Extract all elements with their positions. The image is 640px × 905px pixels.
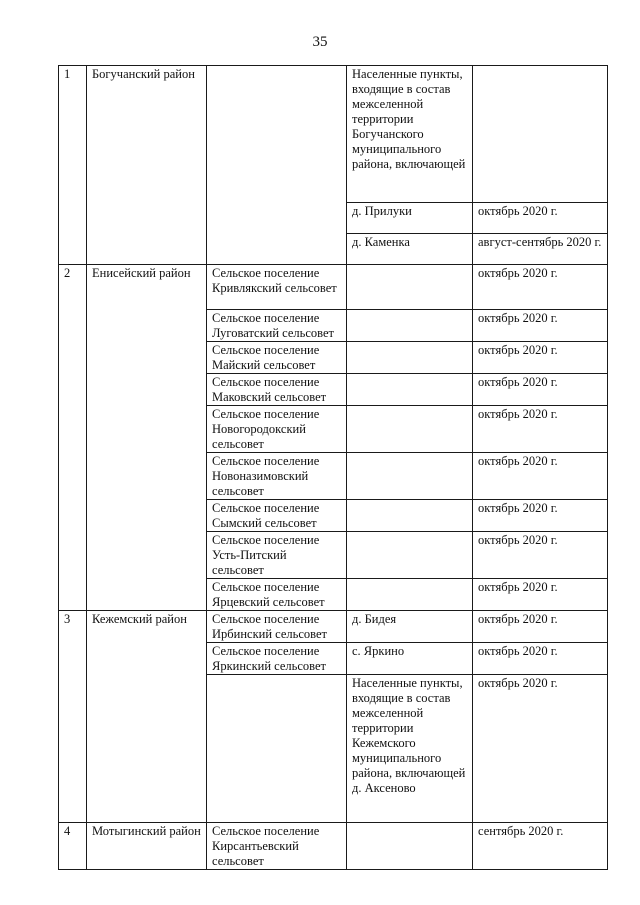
- date-cell: октябрь 2020 г.: [473, 500, 608, 532]
- locality-cell: Населенные пункты, входящие в состав межселенной территории Богучанского муниципального района, включающей: [347, 66, 473, 203]
- row-number: 2: [59, 265, 87, 611]
- locality-cell: д. Бидея: [347, 611, 473, 643]
- row-number: 3: [59, 611, 87, 823]
- district-cell: Богучанский район: [87, 66, 207, 265]
- settlement-cell: Сельское поселение Сымский сельсовет: [207, 500, 347, 532]
- settlement-cell: Сельское поселение Новогородокский сельсовет: [207, 406, 347, 453]
- locality-cell: [347, 579, 473, 611]
- settlement-cell: Сельское поселение Ярцевский сельсовет: [207, 579, 347, 611]
- locality-cell: Населенные пункты, входящие в состав межселенной территории Кежемского муниципального района, включающей д. Аксеново: [347, 675, 473, 823]
- settlement-cell: [207, 675, 347, 823]
- settlement-cell: Сельское поселение Майский сельсовет: [207, 342, 347, 374]
- locality-cell: [347, 310, 473, 342]
- table-row: [59, 265, 608, 310]
- date-cell: октябрь 2020 г.: [473, 203, 608, 234]
- page-number: 35: [312, 34, 328, 50]
- settlement-cell: [207, 66, 347, 265]
- district-cell: Кежемский район: [87, 611, 207, 823]
- date-cell: октябрь 2020 г.: [473, 310, 608, 342]
- locality-cell: [347, 342, 473, 374]
- locality-cell: с. Яркино: [347, 643, 473, 675]
- date-cell: октябрь 2020 г.: [473, 579, 608, 611]
- district-cell: Енисейский район: [87, 265, 207, 611]
- date-cell: октябрь 2020 г.: [473, 532, 608, 579]
- settlement-cell: Сельское поселение Кирсантьевский сельсовет: [207, 823, 347, 870]
- locality-cell: д. Каменка: [347, 234, 473, 265]
- settlement-cell: Сельское поселение Маковский сельсовет: [207, 374, 347, 406]
- locality-cell: [347, 500, 473, 532]
- table-row: [59, 611, 608, 643]
- date-cell: октябрь 2020 г.: [473, 374, 608, 406]
- locality-cell: [347, 374, 473, 406]
- date-cell: октябрь 2020 г.: [473, 265, 608, 310]
- settlement-cell: Сельское поселение Новоназимовский сельсовет: [207, 453, 347, 500]
- row-number: 1: [59, 66, 87, 265]
- table-row: [59, 66, 608, 203]
- date-cell: октябрь 2020 г.: [473, 643, 608, 675]
- settlement-cell: Сельское поселение Кривлякский сельсовет: [207, 265, 347, 310]
- date-cell: октябрь 2020 г.: [473, 675, 608, 823]
- schedule-table: [58, 65, 608, 870]
- locality-cell: [347, 823, 473, 870]
- locality-cell: [347, 265, 473, 310]
- row-number: 4: [59, 823, 87, 870]
- date-cell: октябрь 2020 г.: [473, 453, 608, 500]
- table-row: [59, 823, 608, 870]
- settlement-cell: Сельское поселение Усть-Питский сельсовет: [207, 532, 347, 579]
- district-cell: Мотыгинский район: [87, 823, 207, 870]
- date-cell: сентябрь 2020 г.: [473, 823, 608, 870]
- locality-cell: д. Прилуки: [347, 203, 473, 234]
- locality-cell: [347, 453, 473, 500]
- settlement-cell: Сельское поселение Луговатский сельсовет: [207, 310, 347, 342]
- date-cell: октябрь 2020 г.: [473, 342, 608, 374]
- date-cell: [473, 66, 608, 203]
- locality-cell: [347, 532, 473, 579]
- settlement-cell: Сельское поселение Яркинский сельсовет: [207, 643, 347, 675]
- locality-cell: [347, 406, 473, 453]
- settlement-cell: Сельское поселение Ирбинский сельсовет: [207, 611, 347, 643]
- date-cell: август-сентябрь 2020 г.: [473, 234, 608, 265]
- date-cell: октябрь 2020 г.: [473, 611, 608, 643]
- date-cell: октябрь 2020 г.: [473, 406, 608, 453]
